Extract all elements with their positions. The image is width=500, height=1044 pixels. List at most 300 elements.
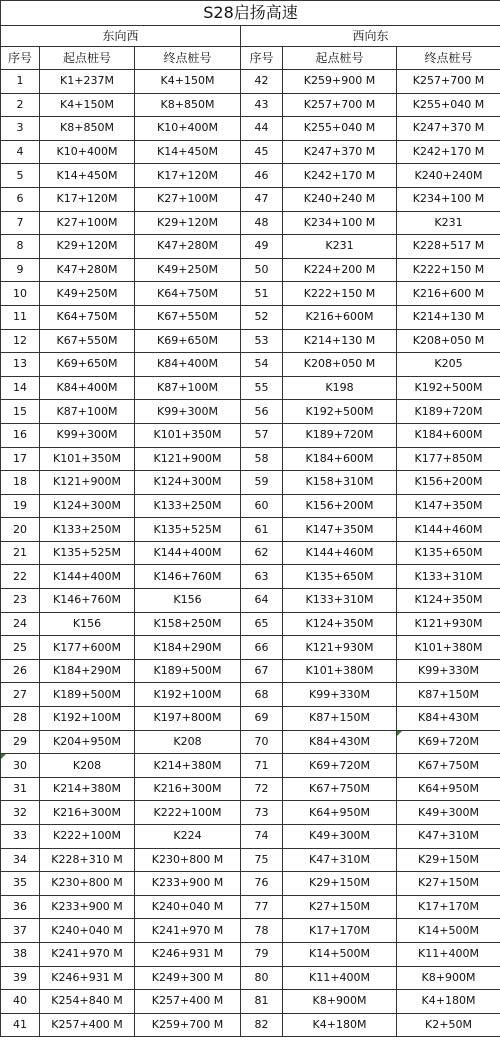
cell-start-left[interactable]: K240+040 M: [40, 919, 135, 943]
cell-end-right[interactable]: K205: [397, 353, 500, 377]
cell-start-right[interactable]: K135+650M: [283, 565, 397, 589]
cell-end-left[interactable]: K246+931 M: [135, 942, 241, 966]
cell-seq-right[interactable]: 73: [241, 801, 283, 825]
table-row: [1, 707, 500, 731]
cell-end-left[interactable]: K249+300 M: [135, 966, 241, 990]
cell-start-right[interactable]: K47+310M: [283, 848, 397, 872]
cell-end-left[interactable]: K99+300M: [135, 400, 241, 424]
cell-start-left[interactable]: K257+400 M: [40, 1013, 135, 1037]
cell-seq-right[interactable]: 42: [241, 70, 283, 94]
table-row: [1, 872, 500, 896]
cell-end-right[interactable]: K214+130 M: [397, 305, 500, 329]
cell-end-right[interactable]: K27+150M: [397, 872, 500, 896]
cell-end-left[interactable]: K10+400M: [135, 117, 241, 141]
cell-end-left[interactable]: K259+700 M: [135, 1013, 241, 1037]
cell-start-left[interactable]: K184+290M: [40, 659, 135, 683]
cell-start-right[interactable]: K208+050 M: [283, 353, 397, 377]
cell-start-right[interactable]: K224+200 M: [283, 258, 397, 282]
cell-seq-right[interactable]: 81: [241, 990, 283, 1014]
cell-end-right[interactable]: K222+150 M: [397, 258, 500, 282]
table-row: [1, 801, 500, 825]
cell-seq-left[interactable]: 33: [1, 825, 40, 849]
cell-seq-left[interactable]: 11: [1, 305, 40, 329]
direction-east-to-west[interactable]: 东向西: [1, 26, 241, 47]
cell-seq-left[interactable]: 35: [1, 872, 40, 896]
cell-seq-left[interactable]: 24: [1, 612, 40, 636]
cell-end-right[interactable]: K84+430M: [397, 707, 500, 731]
cell-end-left[interactable]: K189+500M: [135, 659, 241, 683]
cell-start-right[interactable]: K158+310M: [283, 471, 397, 495]
cell-start-left[interactable]: K10+400M: [40, 140, 135, 164]
table-row: [1, 447, 500, 471]
cell-start-right[interactable]: K156+200M: [283, 494, 397, 518]
cell-end-right[interactable]: K49+300M: [397, 801, 500, 825]
cell-seq-left[interactable]: 8: [1, 235, 40, 259]
table-row: [1, 966, 500, 990]
cell-start-left[interactable]: K233+900 M: [40, 895, 135, 919]
cell-seq-right[interactable]: 54: [241, 353, 283, 377]
direction-west-to-east[interactable]: 西向东: [241, 26, 500, 47]
cell-start-left[interactable]: K177+600M: [40, 636, 135, 660]
table-row: [1, 471, 500, 495]
cell-seq-left[interactable]: 2: [1, 93, 40, 117]
cell-seq-left[interactable]: 4: [1, 140, 40, 164]
cell-start-right[interactable]: K214+130 M: [283, 329, 397, 353]
cell-start-left[interactable]: K49+250M: [40, 282, 135, 306]
cell-start-left[interactable]: K67+550M: [40, 329, 135, 353]
table-row: [1, 117, 500, 141]
cell-seq-left[interactable]: 37: [1, 919, 40, 943]
cell-start-left[interactable]: K222+100M: [40, 825, 135, 849]
cell-seq-left[interactable]: 40: [1, 990, 40, 1014]
table-row: [1, 1013, 500, 1037]
cell-seq-right[interactable]: 77: [241, 895, 283, 919]
cell-end-left[interactable]: K230+800 M: [135, 848, 241, 872]
cell-start-right[interactable]: K222+150 M: [283, 282, 397, 306]
cell-start-left[interactable]: K192+100M: [40, 707, 135, 731]
cell-end-right[interactable]: K156+200M: [397, 471, 500, 495]
cell-start-right[interactable]: K247+370 M: [283, 140, 397, 164]
cell-start-right[interactable]: K242+170 M: [283, 164, 397, 188]
cell-start-right[interactable]: K29+150M: [283, 872, 397, 896]
cell-seq-right[interactable]: 56: [241, 400, 283, 424]
table-row: [1, 825, 500, 849]
table-row: [1, 683, 500, 707]
cell-end-left[interactable]: K29+120M: [135, 211, 241, 235]
cell-start-left[interactable]: K144+400M: [40, 565, 135, 589]
cell-start-left[interactable]: K204+950M: [40, 730, 135, 754]
cell-seq-right[interactable]: 76: [241, 872, 283, 896]
cell-end-left[interactable]: K208: [135, 730, 241, 754]
table-row: [1, 329, 500, 353]
cell-start-left[interactable]: K27+100M: [40, 211, 135, 235]
cell-end-left[interactable]: K222+100M: [135, 801, 241, 825]
header-seq-right[interactable]: 序号: [241, 47, 283, 70]
cell-seq-right[interactable]: 63: [241, 565, 283, 589]
cell-start-right[interactable]: K84+430M: [283, 730, 397, 754]
cell-start-right[interactable]: K49+300M: [283, 825, 397, 849]
cell-seq-right[interactable]: 45: [241, 140, 283, 164]
cell-end-right[interactable]: K234+100 M: [397, 187, 500, 211]
cell-seq-right[interactable]: 69: [241, 707, 283, 731]
cell-end-left[interactable]: K156: [135, 589, 241, 613]
cell-seq-right[interactable]: 75: [241, 848, 283, 872]
cell-seq-right[interactable]: 55: [241, 376, 283, 400]
cell-end-right[interactable]: K17+170M: [397, 895, 500, 919]
cell-end-left[interactable]: K133+250M: [135, 494, 241, 518]
cell-start-left[interactable]: K64+750M: [40, 305, 135, 329]
cell-end-right[interactable]: K242+170 M: [397, 140, 500, 164]
cell-seq-right[interactable]: 57: [241, 423, 283, 447]
cell-start-right[interactable]: K124+350M: [283, 612, 397, 636]
table-row: [1, 187, 500, 211]
cell-start-right[interactable]: K189+720M: [283, 423, 397, 447]
cell-end-right[interactable]: K184+600M: [397, 423, 500, 447]
cell-start-right[interactable]: K87+150M: [283, 707, 397, 731]
cell-end-right[interactable]: K144+460M: [397, 518, 500, 542]
cell-seq-left[interactable]: 29: [1, 730, 40, 754]
cell-seq-left[interactable]: 23: [1, 589, 40, 613]
cell-seq-right[interactable]: 49: [241, 235, 283, 259]
cell-end-right[interactable]: K135+650M: [397, 541, 500, 565]
table-row: [1, 754, 500, 778]
cell-end-left[interactable]: K124+300M: [135, 471, 241, 495]
cell-end-right[interactable]: K124+350M: [397, 589, 500, 613]
cell-end-right[interactable]: K257+700 M: [397, 70, 500, 94]
cell-start-right[interactable]: K17+170M: [283, 919, 397, 943]
cell-end-right[interactable]: K133+310M: [397, 565, 500, 589]
cell-end-left[interactable]: K214+380M: [135, 754, 241, 778]
cell-end-right[interactable]: K177+850M: [397, 447, 500, 471]
cell-start-right[interactable]: K144+460M: [283, 541, 397, 565]
cell-end-left[interactable]: K144+400M: [135, 541, 241, 565]
cell-seq-right[interactable]: 48: [241, 211, 283, 235]
cell-seq-right[interactable]: 71: [241, 754, 283, 778]
cell-end-right[interactable]: K192+500M: [397, 376, 500, 400]
table-row: [1, 164, 500, 188]
cell-start-right[interactable]: K147+350M: [283, 518, 397, 542]
cell-start-left[interactable]: K254+840 M: [40, 990, 135, 1014]
cell-end-right[interactable]: K240+240M: [397, 164, 500, 188]
cell-end-right[interactable]: K29+150M: [397, 848, 500, 872]
cell-seq-right[interactable]: 64: [241, 589, 283, 613]
table-row: [1, 895, 500, 919]
cell-seq-left[interactable]: 20: [1, 518, 40, 542]
cell-seq-left[interactable]: 25: [1, 636, 40, 660]
table-row: [1, 990, 500, 1014]
header-start-left[interactable]: 起点桩号: [40, 47, 135, 70]
cell-start-right[interactable]: K133+310M: [283, 589, 397, 613]
table-row: [1, 518, 500, 542]
cell-seq-right[interactable]: 43: [241, 93, 283, 117]
cell-start-left[interactable]: K189+500M: [40, 683, 135, 707]
cell-end-right[interactable]: K8+900M: [397, 966, 500, 990]
cell-start-left[interactable]: K241+970 M: [40, 942, 135, 966]
cell-end-left[interactable]: K257+400 M: [135, 990, 241, 1014]
cell-seq-left[interactable]: 3: [1, 117, 40, 141]
cell-end-left[interactable]: K4+150M: [135, 70, 241, 94]
cell-seq-left[interactable]: 34: [1, 848, 40, 872]
cell-start-right[interactable]: K234+100 M: [283, 211, 397, 235]
header-start-right[interactable]: 起点桩号: [283, 47, 397, 70]
cell-seq-right[interactable]: 70: [241, 730, 283, 754]
cell-seq-left[interactable]: 10: [1, 282, 40, 306]
cell-start-left[interactable]: K87+100M: [40, 400, 135, 424]
table-row: [1, 919, 500, 943]
table-row: [1, 93, 500, 117]
cell-end-right[interactable]: K2+50M: [397, 1013, 500, 1037]
header-end-left[interactable]: 终点桩号: [135, 47, 241, 70]
cell-seq-right[interactable]: 51: [241, 282, 283, 306]
cell-end-left[interactable]: K8+850M: [135, 93, 241, 117]
cell-start-left[interactable]: K146+760M: [40, 589, 135, 613]
cell-start-right[interactable]: K99+330M: [283, 683, 397, 707]
cell-start-left[interactable]: K1+237M: [40, 70, 135, 94]
table-row: [1, 777, 500, 801]
cell-start-right[interactable]: K4+180M: [283, 1013, 397, 1037]
cell-seq-left[interactable]: 38: [1, 942, 40, 966]
cell-end-left[interactable]: K67+550M: [135, 305, 241, 329]
cell-seq-right[interactable]: 78: [241, 919, 283, 943]
cell-seq-right[interactable]: 62: [241, 541, 283, 565]
cell-seq-left[interactable]: 41: [1, 1013, 40, 1037]
cell-start-left[interactable]: K246+931 M: [40, 966, 135, 990]
cell-end-left[interactable]: K184+290M: [135, 636, 241, 660]
cell-end-left[interactable]: K64+750M: [135, 282, 241, 306]
cell-end-left[interactable]: K49+250M: [135, 258, 241, 282]
cell-start-left[interactable]: K135+525M: [40, 541, 135, 565]
table-row: [1, 565, 500, 589]
cell-end-right[interactable]: K255+040 M: [397, 93, 500, 117]
cell-start-right[interactable]: K67+750M: [283, 777, 397, 801]
cell-start-right[interactable]: K14+500M: [283, 942, 397, 966]
table-row: [1, 589, 500, 613]
cell-start-left[interactable]: K47+280M: [40, 258, 135, 282]
table-row: [1, 140, 500, 164]
cell-seq-left[interactable]: 13: [1, 353, 40, 377]
table-row: [1, 612, 500, 636]
cell-seq-left[interactable]: 6: [1, 187, 40, 211]
cell-end-left[interactable]: K17+120M: [135, 164, 241, 188]
table-row: [1, 494, 500, 518]
table-row: [1, 848, 500, 872]
cell-start-left[interactable]: K133+250M: [40, 518, 135, 542]
cell-end-right[interactable]: K47+310M: [397, 825, 500, 849]
cell-end-right[interactable]: K69+720M: [397, 730, 500, 754]
cell-start-left[interactable]: K228+310 M: [40, 848, 135, 872]
cell-start-left[interactable]: K230+800 M: [40, 872, 135, 896]
cell-end-right[interactable]: K87+150M: [397, 683, 500, 707]
cell-end-left[interactable]: K47+280M: [135, 235, 241, 259]
cell-seq-right[interactable]: 65: [241, 612, 283, 636]
cell-end-left[interactable]: K216+300M: [135, 777, 241, 801]
cell-start-left[interactable]: K99+300M: [40, 423, 135, 447]
header-row: [1, 47, 500, 70]
cell-end-left[interactable]: K69+650M: [135, 329, 241, 353]
cell-seq-right[interactable]: 79: [241, 942, 283, 966]
cell-start-left[interactable]: K69+650M: [40, 353, 135, 377]
cell-end-right[interactable]: K121+930M: [397, 612, 500, 636]
cell-start-left[interactable]: K84+400M: [40, 376, 135, 400]
cell-end-right[interactable]: K247+370 M: [397, 117, 500, 141]
cell-start-right[interactable]: K198: [283, 376, 397, 400]
cell-start-right[interactable]: K259+900 M: [283, 70, 397, 94]
cell-seq-right[interactable]: 50: [241, 258, 283, 282]
cell-seq-left[interactable]: 31: [1, 777, 40, 801]
cell-end-right[interactable]: K101+380M: [397, 636, 500, 660]
cell-start-right[interactable]: K121+930M: [283, 636, 397, 660]
cell-seq-left[interactable]: 9: [1, 258, 40, 282]
cell-seq-right[interactable]: 52: [241, 305, 283, 329]
cell-start-left[interactable]: K121+900M: [40, 471, 135, 495]
cell-end-left[interactable]: K84+400M: [135, 353, 241, 377]
cell-seq-left[interactable]: 15: [1, 400, 40, 424]
header-end-right[interactable]: 终点桩号: [397, 47, 500, 70]
cell-seq-left[interactable]: 32: [1, 801, 40, 825]
cell-end-left[interactable]: K233+900 M: [135, 872, 241, 896]
cell-start-right[interactable]: K231: [283, 235, 397, 259]
cell-seq-right[interactable]: 72: [241, 777, 283, 801]
cell-end-right[interactable]: K216+600 M: [397, 282, 500, 306]
table-row: [1, 636, 500, 660]
cell-end-right[interactable]: K147+350M: [397, 494, 500, 518]
cell-start-right[interactable]: K8+900M: [283, 990, 397, 1014]
cell-end-right[interactable]: K228+517 M: [397, 235, 500, 259]
cell-seq-left[interactable]: 5: [1, 164, 40, 188]
cell-seq-right[interactable]: 74: [241, 825, 283, 849]
cell-seq-left[interactable]: 39: [1, 966, 40, 990]
cell-end-left[interactable]: K192+100M: [135, 683, 241, 707]
cell-start-left[interactable]: K124+300M: [40, 494, 135, 518]
cell-start-right[interactable]: K240+240 M: [283, 187, 397, 211]
cell-seq-left[interactable]: 30: [1, 754, 40, 778]
cell-seq-right[interactable]: 60: [241, 494, 283, 518]
cell-end-right[interactable]: K189+720M: [397, 400, 500, 424]
cell-start-left[interactable]: K156: [40, 612, 135, 636]
cell-end-left[interactable]: K240+040 M: [135, 895, 241, 919]
cell-seq-left[interactable]: 1: [1, 70, 40, 94]
cell-start-left[interactable]: K29+120M: [40, 235, 135, 259]
cell-start-left[interactable]: K216+300M: [40, 801, 135, 825]
cell-start-right[interactable]: K69+720M: [283, 754, 397, 778]
table-row: [1, 659, 500, 683]
cell-seq-left[interactable]: 27: [1, 683, 40, 707]
cell-start-right[interactable]: K11+400M: [283, 966, 397, 990]
cell-end-right[interactable]: K4+180M: [397, 990, 500, 1014]
cell-end-left[interactable]: K135+525M: [135, 518, 241, 542]
cell-start-right[interactable]: K255+040 M: [283, 117, 397, 141]
cell-seq-left[interactable]: 12: [1, 329, 40, 353]
cell-seq-left[interactable]: 21: [1, 541, 40, 565]
cell-start-right[interactable]: K27+150M: [283, 895, 397, 919]
cell-seq-right[interactable]: 67: [241, 659, 283, 683]
cell-seq-right[interactable]: 58: [241, 447, 283, 471]
table-row: [1, 400, 500, 424]
cell-start-left[interactable]: K4+150M: [40, 93, 135, 117]
cell-end-right[interactable]: K11+400M: [397, 942, 500, 966]
table-row: [1, 282, 500, 306]
cell-end-left[interactable]: K87+100M: [135, 376, 241, 400]
cell-end-left[interactable]: K14+450M: [135, 140, 241, 164]
cell-start-left[interactable]: K214+380M: [40, 777, 135, 801]
cell-seq-left[interactable]: 16: [1, 423, 40, 447]
table-row: [1, 258, 500, 282]
table-row: [1, 305, 500, 329]
cell-seq-left[interactable]: 18: [1, 471, 40, 495]
cell-start-right[interactable]: K184+600M: [283, 447, 397, 471]
cell-start-left[interactable]: K8+850M: [40, 117, 135, 141]
cell-seq-right[interactable]: 61: [241, 518, 283, 542]
cell-seq-right[interactable]: 59: [241, 471, 283, 495]
cell-seq-right[interactable]: 46: [241, 164, 283, 188]
cell-start-right[interactable]: K192+500M: [283, 400, 397, 424]
table-row: [1, 730, 500, 754]
cell-seq-right[interactable]: 80: [241, 966, 283, 990]
table-row: [1, 376, 500, 400]
cell-end-left[interactable]: K158+250M: [135, 612, 241, 636]
cell-end-right[interactable]: K14+500M: [397, 919, 500, 943]
cell-seq-right[interactable]: 44: [241, 117, 283, 141]
cell-seq-right[interactable]: 53: [241, 329, 283, 353]
cell-seq-left[interactable]: 36: [1, 895, 40, 919]
cell-seq-right[interactable]: 82: [241, 1013, 283, 1037]
cell-start-right[interactable]: K64+950M: [283, 801, 397, 825]
cell-end-right[interactable]: K231: [397, 211, 500, 235]
cell-end-left[interactable]: K241+970 M: [135, 919, 241, 943]
table-row: [1, 423, 500, 447]
cell-seq-left[interactable]: 28: [1, 707, 40, 731]
table-row: [1, 942, 500, 966]
cell-start-right[interactable]: K216+600M: [283, 305, 397, 329]
cell-seq-left[interactable]: 26: [1, 659, 40, 683]
cell-end-left[interactable]: K121+900M: [135, 447, 241, 471]
cell-seq-right[interactable]: 66: [241, 636, 283, 660]
cell-end-right[interactable]: K99+330M: [397, 659, 500, 683]
title-row: [1, 1, 500, 26]
header-seq-left[interactable]: 序号: [1, 47, 40, 70]
cell-end-right[interactable]: K67+750M: [397, 754, 500, 778]
cell-start-left[interactable]: K208: [40, 754, 135, 778]
cell-start-right[interactable]: K257+700 M: [283, 93, 397, 117]
table-title[interactable]: S28启扬高速: [1, 1, 500, 26]
cell-start-left[interactable]: K101+350M: [40, 447, 135, 471]
direction-row: [1, 26, 500, 47]
cell-end-left[interactable]: K101+350M: [135, 423, 241, 447]
cell-end-left[interactable]: K27+100M: [135, 187, 241, 211]
cell-seq-left[interactable]: 19: [1, 494, 40, 518]
table-body: [1, 1, 500, 1037]
cell-start-left[interactable]: K17+120M: [40, 187, 135, 211]
cell-end-left[interactable]: K146+760M: [135, 565, 241, 589]
cell-seq-left[interactable]: 17: [1, 447, 40, 471]
cell-seq-left[interactable]: 14: [1, 376, 40, 400]
cell-start-right[interactable]: K101+380M: [283, 659, 397, 683]
cell-seq-left[interactable]: 7: [1, 211, 40, 235]
cell-seq-left[interactable]: 22: [1, 565, 40, 589]
cell-start-left[interactable]: K14+450M: [40, 164, 135, 188]
cell-seq-right[interactable]: 47: [241, 187, 283, 211]
table-row: [1, 541, 500, 565]
cell-end-left[interactable]: K224: [135, 825, 241, 849]
cell-end-left[interactable]: K197+800M: [135, 707, 241, 731]
cell-end-right[interactable]: K208+050 M: [397, 329, 500, 353]
cell-seq-right[interactable]: 68: [241, 683, 283, 707]
table-row: [1, 235, 500, 259]
table-row: [1, 211, 500, 235]
table-row: [1, 70, 500, 94]
table-row: [1, 353, 500, 377]
cell-end-right[interactable]: K64+950M: [397, 777, 500, 801]
